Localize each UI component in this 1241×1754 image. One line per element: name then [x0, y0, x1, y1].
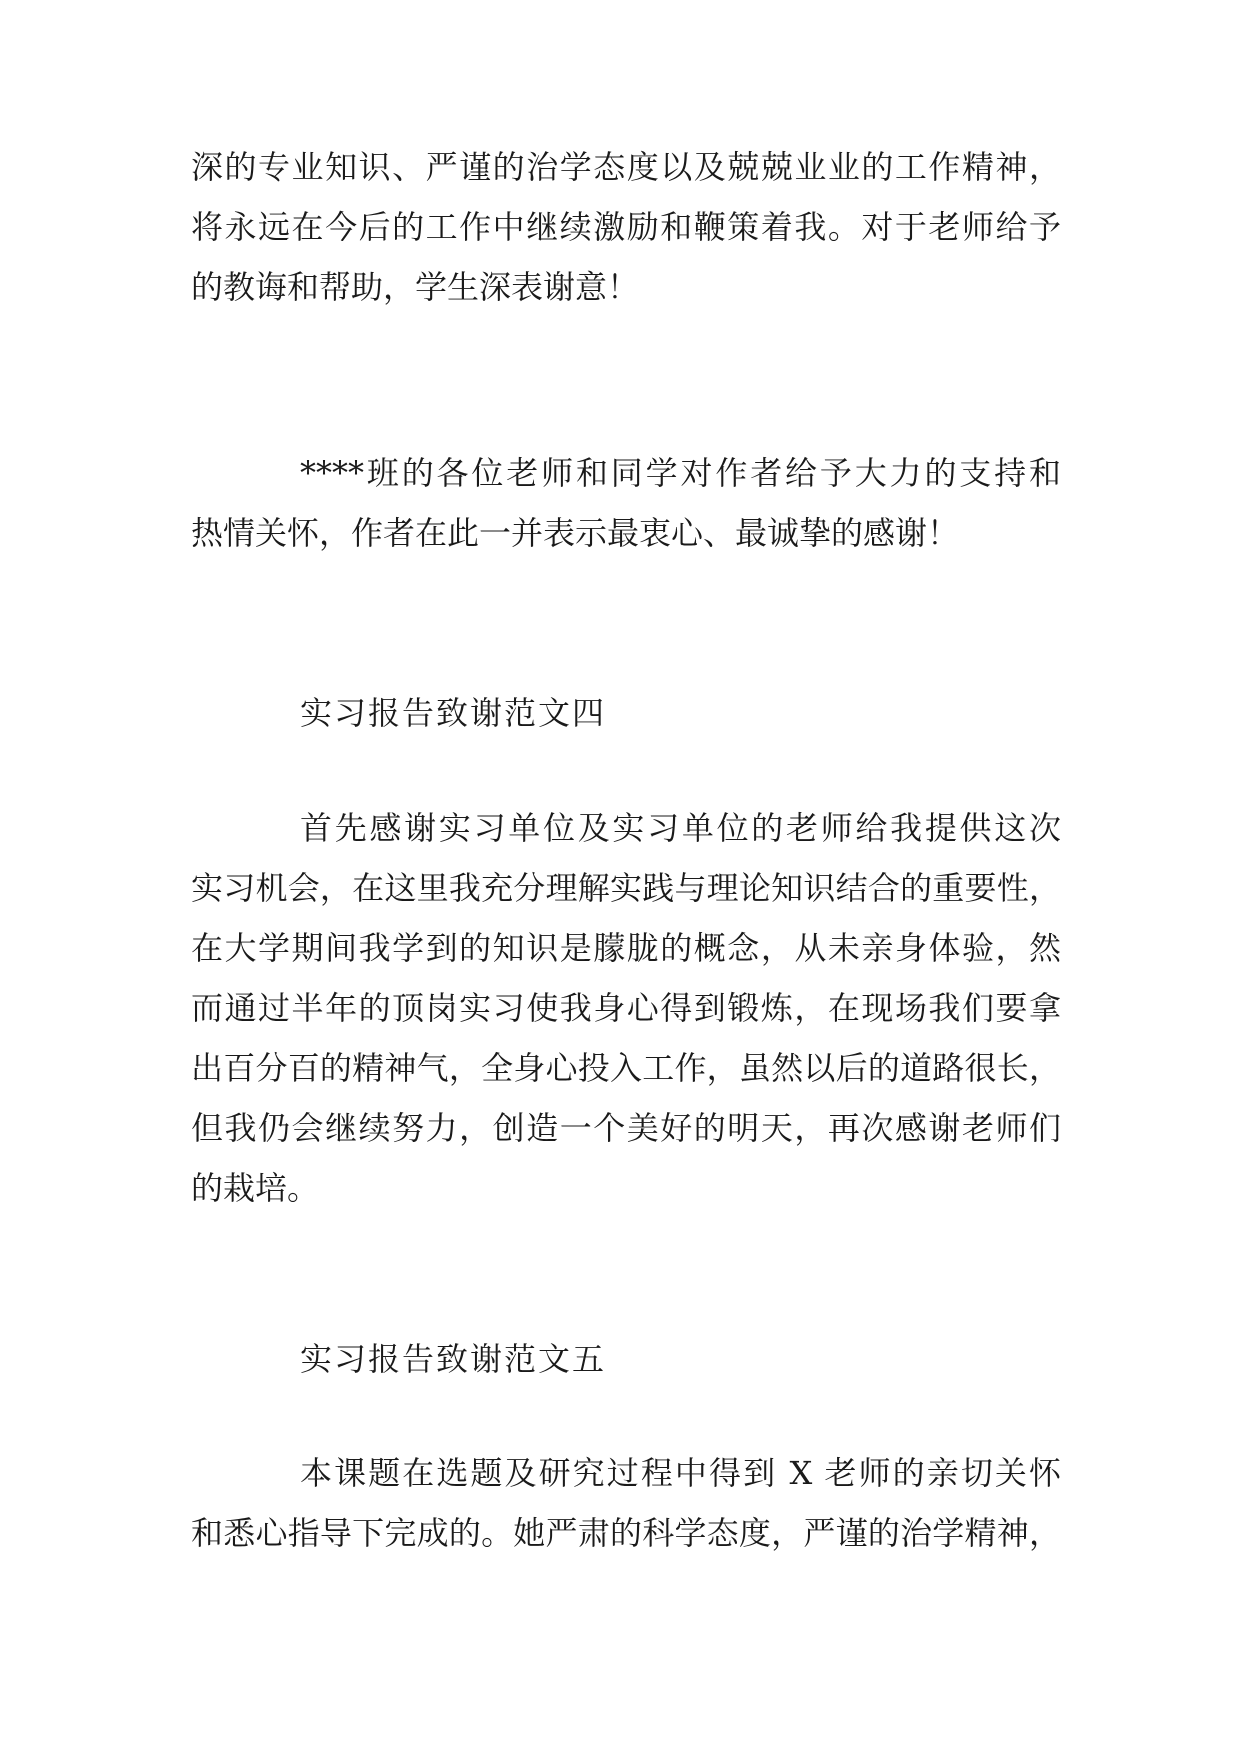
paragraph-3-line-6: 但我仍会继续努力，创造一个美好的明天，再次感谢老师们 — [191, 1109, 1061, 1147]
paragraph-1-line-1: 深的专业知识、严谨的治学态度以及兢兢业业的工作精神， — [191, 148, 1061, 186]
section-heading-four: 实习报告致谢范文四 — [300, 694, 607, 732]
paragraph-3-line-1: 首先感谢实习单位及实习单位的老师给我提供这次 — [300, 809, 1061, 847]
section-heading-five: 实习报告致谢范文五 — [300, 1340, 607, 1378]
paragraph-2-line-2: 热情关怀，作者在此一并表示最衷心、最诚挚的感谢！ — [191, 514, 960, 552]
paragraph-4-line-2: 和悉心指导下完成的。她严肃的科学态度，严谨的治学精神， — [191, 1514, 1061, 1552]
paragraph-3-line-5: 出百分百的精神气，全身心投入工作，虽然以后的道路很长， — [191, 1049, 1061, 1087]
paragraph-3-line-7: 的栽培。 — [191, 1169, 320, 1207]
paragraph-4-line-1: 本课题在选题及研究过程中得到 X 老师的亲切关怀 — [300, 1454, 1061, 1492]
paragraph-1-line-3: 的教诲和帮助，学生深表谢意！ — [191, 268, 640, 306]
paragraph-1-line-2: 将永远在今后的工作中继续激励和鞭策着我。对于老师给予 — [191, 208, 1061, 246]
paragraph-3-line-3: 在大学期间我学到的知识是朦胧的概念，从未亲身体验，然 — [191, 929, 1061, 967]
paragraph-3-line-2: 实习机会，在这里我充分理解实践与理论知识结合的重要性， — [191, 869, 1061, 907]
paragraph-2-line-1: ****班的各位老师和同学对作者给予大力的支持和 — [300, 454, 1061, 492]
paragraph-3-line-4: 而通过半年的顶岗实习使我身心得到锻炼，在现场我们要拿 — [191, 989, 1061, 1027]
